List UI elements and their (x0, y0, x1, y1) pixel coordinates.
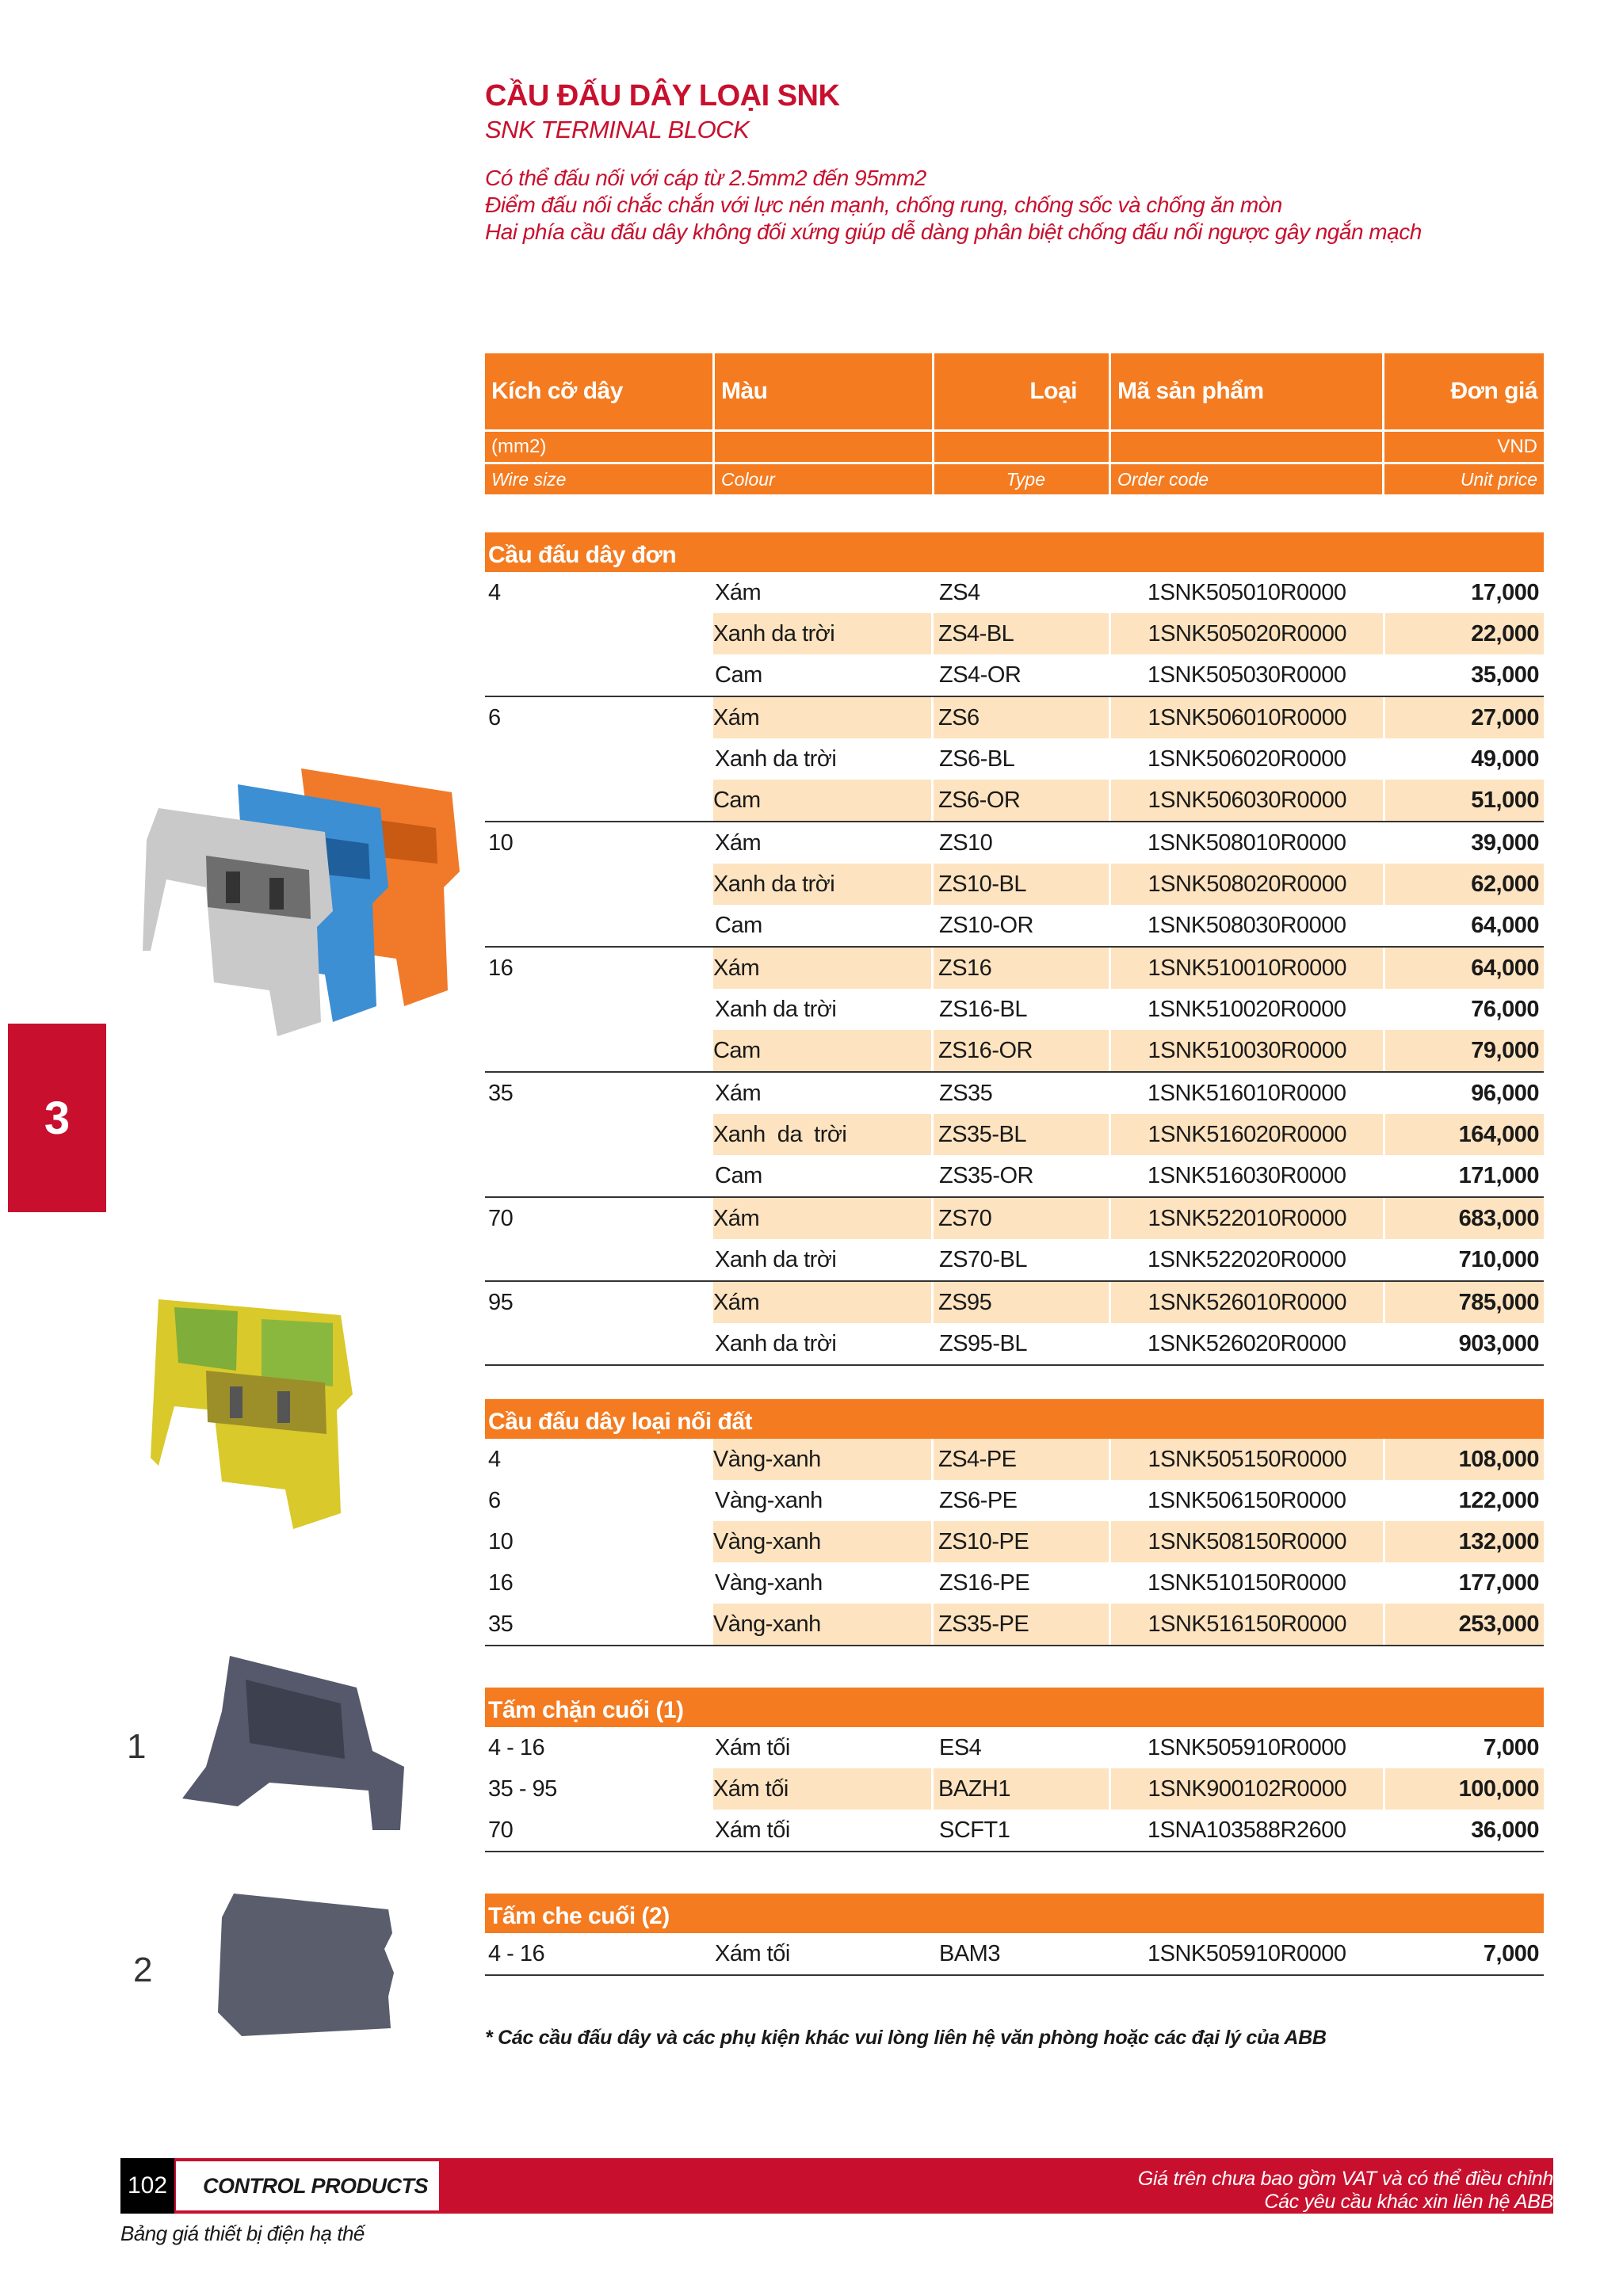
table-row (485, 696, 1544, 738)
colour-cell: Xanh da trời (715, 746, 837, 772)
wire-size-cell (485, 1030, 713, 1071)
section-4 (485, 1894, 1544, 1976)
unit-price-cell: 100,000 (1385, 1768, 1544, 1810)
colour-cell: Xanh da trời (715, 996, 837, 1022)
description-line: Có thể đấu nối với cáp từ 2.5mm2 đến 95mm2 (485, 166, 926, 190)
footer-section-label: CONTROL PRODUCTS (176, 2161, 439, 2210)
chapter-tab: 3 (8, 1024, 106, 1212)
unit-price-cell: 76,000 (1471, 996, 1539, 1022)
order-code-cell: 1SNK522010R0000 (1111, 1198, 1383, 1239)
type-cell: ZS4-BL (934, 613, 1109, 654)
unit-price-cell: 903,000 (1458, 1330, 1539, 1356)
order-code-cell: 1SNK516030R0000 (1148, 1162, 1346, 1188)
unit-price-cell: 164,000 (1385, 1114, 1544, 1155)
type-cell: ZS35-OR (939, 1162, 1033, 1188)
wire-size-cell: 16 (488, 955, 514, 981)
wire-size-cell (485, 613, 713, 654)
unit-price-cell: 122,000 (1458, 1487, 1539, 1513)
colour-cell: Vàng-xanh (715, 1569, 823, 1596)
type-cell: ZS16-BL (939, 996, 1027, 1022)
header-row-unit (485, 432, 1544, 462)
header-en-colour: Colour (715, 464, 934, 494)
section-end-line (485, 1974, 1544, 1976)
wire-size-cell (485, 738, 715, 780)
wire-size-cell: 4 (488, 1446, 501, 1472)
earth-terminal-block-image (143, 1276, 380, 1545)
wire-size-cell: 16 (488, 1569, 514, 1596)
page-title: CẦU ĐẤU DÂY LOẠI SNK (485, 79, 840, 113)
type-cell: ZS35 (939, 1080, 993, 1106)
unit-price-cell: 64,000 (1385, 948, 1544, 989)
colour-cell: Cam (713, 780, 931, 821)
order-code-cell: 1SNK505020R0000 (1111, 613, 1383, 654)
unit-price-cell: 27,000 (1385, 697, 1544, 738)
unit-price-cell: 108,000 (1385, 1439, 1544, 1480)
table-row (485, 1727, 1544, 1768)
order-code-cell: 1SNK510020R0000 (1148, 996, 1346, 1022)
table-row (485, 864, 1544, 905)
wire-size-cell: 6 (488, 1487, 501, 1513)
wire-size-cell: 70 (488, 1205, 514, 1231)
table-row (485, 1768, 1544, 1810)
order-code-cell: 1SNK506020R0000 (1148, 746, 1346, 772)
type-cell: ZS6 (934, 697, 1109, 738)
type-cell: ZS70 (934, 1198, 1109, 1239)
header-row-en (485, 464, 1544, 494)
unit-price-cell: 35,000 (1471, 662, 1539, 688)
order-code-cell: 1SNK900102R0000 (1111, 1768, 1383, 1810)
wire-size-cell (485, 1239, 715, 1280)
table-row (485, 1030, 1544, 1071)
wire-size-cell: 95 (488, 1289, 514, 1315)
colour-cell: Xám (715, 830, 762, 856)
order-code-cell: 1SNK505150R0000 (1111, 1439, 1383, 1480)
table-row (485, 1196, 1544, 1239)
footer-note-line: Giá trên chưa bao gồm VAT và có thể điều chỉnh (1137, 2168, 1553, 2190)
table-row (485, 905, 1544, 946)
description-line: Hai phía cầu đấu dây không đối xứng giúp dễ dàng phân biệt chống đấu nối ngược gây ngắn mạch (485, 219, 1422, 244)
type-cell: ZS95-BL (939, 1330, 1027, 1356)
order-code-cell: 1SNK526010R0000 (1111, 1282, 1383, 1323)
type-cell: ZS10-BL (934, 864, 1109, 905)
end-cover-image (210, 1886, 400, 2044)
wire-size-cell: 35 (488, 1080, 514, 1106)
type-cell: ZS6-PE (939, 1487, 1018, 1513)
unit-price-cell: 132,000 (1385, 1521, 1544, 1562)
order-code-cell: 1SNK506010R0000 (1111, 697, 1383, 738)
table-row (485, 572, 1544, 613)
order-code-cell: 1SNK505010R0000 (1148, 579, 1346, 605)
order-code-cell: 1SNK510150R0000 (1148, 1569, 1346, 1596)
unit-price-cell: 22,000 (1385, 613, 1544, 654)
unit-price-cell: 39,000 (1471, 830, 1539, 856)
footnote: * Các cầu đấu dây và các phụ kiện khác vui lòng liên hệ văn phòng hoặc các đại lý của ABB (485, 2027, 1327, 2049)
header-en-wire: Wire size (485, 464, 715, 494)
unit-price-cell: 7,000 (1483, 1940, 1539, 1966)
type-cell: ZS4-PE (934, 1439, 1109, 1480)
unit-price-cell: 7,000 (1483, 1734, 1539, 1760)
header-unit-code (1111, 432, 1384, 462)
catalog-label: Bảng giá thiết bị điện hạ thế (120, 2222, 365, 2245)
footer-note (1138, 2168, 1553, 2214)
unit-price-cell: 79,000 (1385, 1030, 1544, 1071)
section-title: Cầu đấu dây đơn (485, 532, 1544, 572)
order-code-cell: 1SNK506150R0000 (1148, 1487, 1346, 1513)
colour-cell: Xanh da trời (715, 1246, 837, 1272)
order-code-cell: 1SNK506030R0000 (1111, 780, 1383, 821)
table-row (485, 821, 1544, 864)
order-code-cell: 1SNK510010R0000 (1111, 948, 1383, 989)
callout-1: 1 (127, 1727, 147, 1766)
table-row (485, 1480, 1544, 1521)
colour-cell: Xám tối (715, 1734, 790, 1760)
table-row (485, 1071, 1544, 1114)
table-row (485, 738, 1544, 780)
table-row (485, 654, 1544, 696)
terminal-block-single-image (143, 753, 475, 1038)
unit-price-cell: 177,000 (1458, 1569, 1539, 1596)
unit-price-cell: 62,000 (1385, 864, 1544, 905)
description (485, 165, 1422, 246)
section-title: Tấm che cuối (2) (485, 1894, 1544, 1933)
order-code-cell: 1SNK508030R0000 (1148, 912, 1346, 938)
unit-price-cell: 785,000 (1385, 1282, 1544, 1323)
section-title: Cầu đấu dây loại nối đất (485, 1399, 1544, 1439)
colour-cell: Xám (713, 948, 931, 989)
table-row (485, 1155, 1544, 1196)
order-code-cell: 1SNK516010R0000 (1148, 1080, 1346, 1106)
type-cell: SCFT1 (939, 1817, 1010, 1843)
header-unit-colour (715, 432, 934, 462)
wire-size-cell: 70 (488, 1817, 514, 1843)
table-row (485, 1562, 1544, 1604)
unit-price-cell: 710,000 (1458, 1246, 1539, 1272)
callout-2: 2 (133, 1951, 153, 1989)
colour-cell: Xám (713, 697, 931, 738)
section-3 (485, 1688, 1544, 1852)
colour-cell: Cam (715, 662, 762, 688)
section-end-line (485, 1645, 1544, 1646)
unit-price-cell: 683,000 (1385, 1198, 1544, 1239)
header-en-price: Unit price (1460, 468, 1537, 490)
header-type: Loại (934, 353, 1111, 429)
wire-size-cell: 4 (488, 579, 501, 605)
header-en-code: Order code (1111, 464, 1384, 494)
header-colour: Màu (715, 353, 934, 429)
table-row (485, 780, 1544, 821)
colour-cell: Vàng-xanh (715, 1487, 823, 1513)
description-line: Điểm đấu nối chắc chắn với lực nén mạnh, chống rung, chống sốc và chống ăn mòn (485, 193, 1282, 217)
section-end-line (485, 1851, 1544, 1852)
table-row (485, 1810, 1544, 1851)
header-row-vn (485, 353, 1544, 429)
colour-cell: Xám tối (715, 1940, 790, 1966)
page-subtitle: SNK TERMINAL BLOCK (485, 116, 750, 143)
header-wire-size: Kích cỡ dây (485, 353, 715, 429)
wire-size-cell: 4 - 16 (488, 1940, 545, 1966)
type-cell: BAZH1 (934, 1768, 1109, 1810)
unit-price-cell: 36,000 (1471, 1817, 1539, 1843)
header-unit-price: Đơn giá (1450, 378, 1537, 404)
unit-price-cell: 49,000 (1471, 746, 1539, 772)
type-cell: ZS16-OR (934, 1030, 1109, 1071)
order-code-cell: 1SNK505910R0000 (1148, 1734, 1346, 1760)
section-2 (485, 1399, 1544, 1646)
unit-price-cell: 51,000 (1385, 780, 1544, 821)
table-row (485, 1439, 1544, 1480)
order-code-cell: 1SNK508010R0000 (1148, 830, 1346, 856)
type-cell: ZS6-BL (939, 746, 1015, 772)
header-en-type: Type (934, 464, 1111, 494)
table-row (485, 1521, 1544, 1562)
order-code-cell: 1SNK505910R0000 (1148, 1940, 1346, 1966)
type-cell: ZS6-OR (934, 780, 1109, 821)
colour-cell: Xanh da trời (713, 864, 931, 905)
type-cell: ZS35-PE (934, 1604, 1109, 1645)
colour-cell: Xám tối (715, 1817, 790, 1843)
colour-cell: Cam (715, 912, 762, 938)
table-row (485, 1604, 1544, 1645)
wire-size-cell: 6 (488, 704, 501, 730)
order-code-cell: 1SNK522020R0000 (1148, 1246, 1346, 1272)
colour-cell: Xám (713, 1282, 931, 1323)
type-cell: ZS16 (934, 948, 1109, 989)
order-code-cell: 1SNK516150R0000 (1111, 1604, 1383, 1645)
colour-cell: Xám (713, 1198, 931, 1239)
wire-size-cell (485, 1323, 715, 1364)
wire-size-cell: 35 (488, 1611, 514, 1637)
table-row (485, 1280, 1544, 1323)
order-code-cell: 1SNK505030R0000 (1148, 662, 1346, 688)
colour-cell: Xanh da trời (713, 613, 931, 654)
header-order-code: Mã sản phẩm (1111, 353, 1384, 429)
colour-cell: Vàng-xanh (713, 1521, 931, 1562)
type-cell: BAM3 (939, 1940, 1000, 1966)
type-cell: ZS35-BL (934, 1114, 1109, 1155)
grey-terminal-shape (143, 808, 333, 1036)
footer-note-line: Các yêu cầu khác xin liên hệ ABB (1264, 2191, 1553, 2213)
type-cell: ZS4 (939, 579, 980, 605)
colour-cell: Xám (715, 1080, 762, 1106)
wire-size-cell (485, 1114, 713, 1155)
type-cell: ZS10 (939, 830, 993, 856)
order-code-cell: 1SNK510030R0000 (1111, 1030, 1383, 1071)
header-unit-type (934, 432, 1111, 462)
unit-price-cell: 96,000 (1471, 1080, 1539, 1106)
end-stop-image (174, 1648, 412, 1838)
wire-size-cell (485, 780, 713, 821)
unit-price-cell: 64,000 (1471, 912, 1539, 938)
type-cell: ZS16-PE (939, 1569, 1030, 1596)
header-unit-wire: (mm2) (485, 432, 715, 462)
wire-size-cell: 35 - 95 (488, 1775, 557, 1802)
type-cell: ZS10-OR (939, 912, 1033, 938)
wire-size-cell: 4 - 16 (488, 1734, 545, 1760)
colour-cell: Xám tối (713, 1768, 931, 1810)
table-row (485, 1114, 1544, 1155)
colour-cell: Xanh da trời (713, 1114, 931, 1155)
colour-cell: Vàng-xanh (713, 1439, 931, 1480)
table-row (485, 613, 1544, 654)
wire-size-cell (485, 1155, 715, 1196)
wire-size-cell (485, 864, 713, 905)
table-row (485, 989, 1544, 1030)
section-1 (485, 532, 1544, 1366)
unit-price-cell: 17,000 (1471, 579, 1539, 605)
colour-cell: Cam (715, 1162, 762, 1188)
table-row (485, 946, 1544, 989)
type-cell: ZS10-PE (934, 1521, 1109, 1562)
type-cell: ZS95 (934, 1282, 1109, 1323)
wire-size-cell (485, 905, 715, 946)
table-row (485, 1323, 1544, 1364)
section-end-line (485, 1364, 1544, 1366)
table-row (485, 1239, 1544, 1280)
order-code-cell: 1SNK526020R0000 (1148, 1330, 1346, 1356)
colour-cell: Cam (713, 1030, 931, 1071)
wire-size-cell: 10 (488, 830, 514, 856)
wire-size-cell (485, 654, 715, 696)
unit-price-cell: 171,000 (1458, 1162, 1539, 1188)
colour-cell: Vàng-xanh (713, 1604, 931, 1645)
type-cell: ES4 (939, 1734, 982, 1760)
header-unit-price-unit: VND (1497, 436, 1537, 457)
price-table-header (485, 353, 1544, 494)
colour-cell: Xanh da trời (715, 1330, 837, 1356)
type-cell: ZS4-OR (939, 662, 1022, 688)
colour-cell: Xám (715, 579, 762, 605)
section-title: Tấm chặn cuối (1) (485, 1688, 1544, 1727)
wire-size-cell: 10 (488, 1528, 514, 1554)
unit-price-cell: 253,000 (1385, 1604, 1544, 1645)
type-cell: ZS70-BL (939, 1246, 1027, 1272)
order-code-cell: 1SNK508020R0000 (1111, 864, 1383, 905)
order-code-cell: 1SNK508150R0000 (1111, 1521, 1383, 1562)
table-row (485, 1933, 1544, 1974)
order-code-cell: 1SNK516020R0000 (1111, 1114, 1383, 1155)
page-number: 102 (120, 2158, 174, 2214)
order-code-cell: 1SNA103588R2600 (1148, 1817, 1346, 1843)
wire-size-cell (485, 989, 715, 1030)
